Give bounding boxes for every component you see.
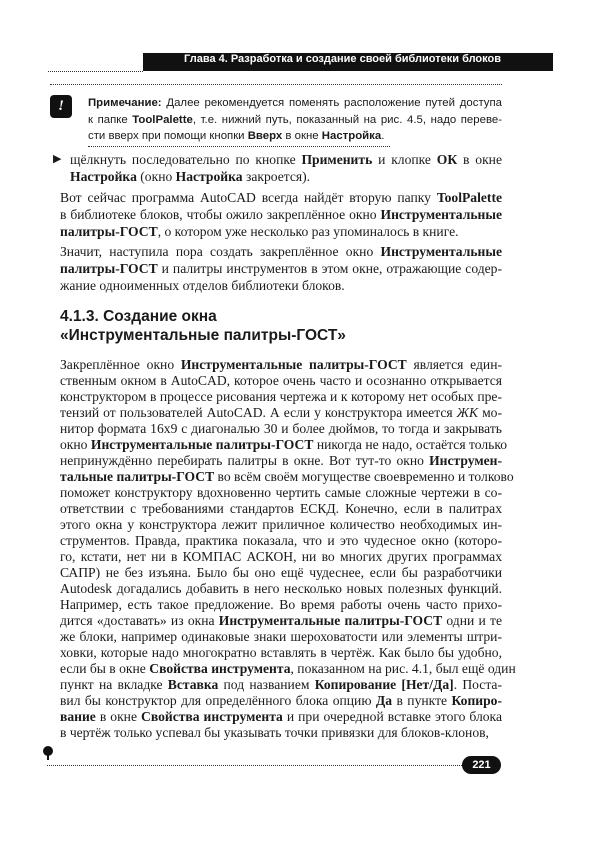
emphasis-run: Инструментальные <box>380 207 502 222</box>
text-line <box>60 677 502 693</box>
text-run: САПР) не без изъяна. Было бы оно ещё чудеснее, если бы разработчики <box>60 565 502 580</box>
emphasis-run: Да <box>375 693 393 708</box>
text-line <box>60 389 502 405</box>
text-line <box>60 453 502 469</box>
emphasis-run: палитры-ГОСТ <box>60 261 158 276</box>
text-run: . Поста- <box>453 677 502 692</box>
text-run: Например, есть такое предложение. Во время работы очень часто прихо- <box>60 597 502 612</box>
text-run: Вот сейчас программа AutoCAD всегда найдёт вторую папку <box>60 190 437 205</box>
text-run: Далее рекомендуется поменять расположение путей доступа <box>161 97 502 109</box>
text-run: в библиотеке блоков, чтобы ожило закреплённое окно <box>60 207 381 222</box>
emphasis-run: Инструментальные <box>380 244 502 259</box>
section-heading-line: «Инструментальные палитры-ГОСТ» <box>60 327 346 344</box>
text-run: , т.е. нижний путь, показанный на рис. 4.5, надо переве- <box>192 113 502 126</box>
note-top-divider <box>50 84 502 85</box>
text-line <box>60 260 502 277</box>
text-line <box>60 549 502 565</box>
text-run: струментов. Правда, практика показала, что и это чудесное окно (которо- <box>60 533 502 548</box>
text-run: пункт на вкладке <box>60 677 168 692</box>
text-line <box>60 661 516 677</box>
bullet-triangle-icon: ▶ <box>53 153 62 165</box>
text-run: же блоки, например одинаковые знаки шероховатости или элементы штри- <box>60 629 502 644</box>
emphasis-run: Инструментальные палитры-ГОСТ <box>218 613 443 628</box>
text-run: сти вверх при помощи кнопки <box>88 130 248 142</box>
paragraph <box>60 189 502 240</box>
text-run: дится «доставать» из окна <box>60 613 219 628</box>
note-bottom-divider <box>88 146 390 147</box>
paragraph <box>60 243 502 294</box>
text-run: в пункте <box>392 693 452 708</box>
footer-divider <box>47 765 462 766</box>
text-run: нитор формата 16x9 с диагональю 30 и более дюймов, то тогда и закрывать <box>60 421 502 436</box>
text-line <box>60 565 502 581</box>
text-line <box>60 645 502 661</box>
section-heading-line: 4.1.3. Создание окна <box>60 308 217 325</box>
text-run: тензий от пользователей AutoCAD. А если у конструктора имеется <box>60 405 457 420</box>
emphasis-run: Настройка <box>321 130 382 142</box>
text-line <box>88 95 502 112</box>
text-line <box>60 223 502 240</box>
text-line <box>60 469 514 485</box>
chapter-header-bar <box>143 53 553 71</box>
emphasis-run: ToolPalette <box>132 113 193 126</box>
text-line <box>60 437 508 453</box>
text-line <box>60 501 502 517</box>
text-line <box>60 533 502 549</box>
emphasis-run: Вверх <box>247 130 283 142</box>
text-run: в чертёж только успевал бы указывать точки привязки для блоков-клонов, <box>60 725 489 740</box>
emphasis-run: Вставка <box>167 677 219 692</box>
chapter-title: Глава 4. Разработка и создание своей библиотеки блоков <box>184 53 501 65</box>
text-line <box>60 725 502 741</box>
text-line <box>60 405 502 421</box>
text-run: вил бы конструктор для определённого блока опцию <box>60 693 376 708</box>
text-run: во всём своём могуществе своевременно и толково <box>214 469 514 484</box>
text-line <box>60 206 502 223</box>
text-line <box>88 128 502 145</box>
text-line <box>60 613 502 629</box>
emphasis-run: Инструментальные палитры-ГОСТ <box>180 357 407 372</box>
header-divider <box>48 71 143 72</box>
emphasis-run: Применить <box>301 152 373 167</box>
text-run: . <box>381 130 385 142</box>
text-line <box>70 151 502 168</box>
emphasis-run: Инструментальные палитры-ГОСТ <box>90 437 314 452</box>
emphasis-run: ToolPalette <box>436 190 502 205</box>
text-line <box>60 485 502 501</box>
text-line <box>60 357 502 373</box>
text-run: в окне <box>95 709 141 724</box>
text-run: окно <box>60 437 91 452</box>
text-run: и при очередной вставке этого блока <box>282 709 502 724</box>
text-run: мо- <box>478 405 502 420</box>
text-run: этого окна у конструктора лежит приличное количество необходимых ин- <box>60 517 502 532</box>
text-run: и клопке <box>372 152 437 167</box>
text-run: Значит, наступила пора создать закреплённое окно <box>60 244 381 259</box>
emphasis-run: тальные палитры-ГОСТ <box>60 469 215 484</box>
text-run: ховки, которые надо многократно вставлять в чертёж. Как было бы удобно, <box>60 645 502 660</box>
emphasis-run: палитры-ГОСТ <box>60 224 158 239</box>
text-line <box>60 373 502 389</box>
text-run: (окно <box>136 169 176 184</box>
text-line <box>60 709 502 725</box>
text-run: ственным окном в AutoCAD, которое очень часто и осознанно открывается <box>60 373 502 388</box>
emphasis-run: Настройка <box>70 169 137 184</box>
note-block <box>88 95 502 145</box>
footer-marker-tail <box>47 754 49 760</box>
text-line <box>60 629 502 645</box>
emphasis-run: ОК <box>436 152 458 167</box>
emphasis-run: Инструмен- <box>429 453 502 468</box>
text-run: непринуждённо перебирать палитры в окне. Вот тут-то окно <box>60 453 430 468</box>
text-run: закроется). <box>242 169 311 184</box>
text-run: Autodesk догадались добавить в него несколько новых полезных функций. <box>60 581 502 596</box>
text-run: ответствии с требованиями стандартов ЕСКД. Конечно, если в палитрах <box>60 501 502 516</box>
emphasis-run: вание <box>60 709 96 724</box>
text-line <box>70 168 502 185</box>
text-run: жание одноименных отделов библиотеки блоков. <box>60 278 345 293</box>
emphasis-run: Свойства инструмента <box>141 709 283 724</box>
text-run: к папке <box>88 113 133 126</box>
text-line <box>60 277 502 294</box>
text-run: является един- <box>406 357 503 372</box>
text-line <box>60 597 502 613</box>
page-number: 221 <box>462 756 501 774</box>
text-run: поможет конструктору вдохновенно чертить самые сложные чертежи в со- <box>60 485 502 500</box>
section-heading <box>60 307 346 345</box>
text-run: Закреплённое окно <box>60 357 181 372</box>
emphasis-run: Копиро- <box>451 693 502 708</box>
text-run: и палитры инструментов в этом окне, отражающие содер- <box>157 261 502 276</box>
text-run: щёлкнуть последовательно по кнопке <box>70 152 302 167</box>
emphasis-run: ЖК <box>456 405 479 420</box>
text-run: одни и те <box>442 613 502 628</box>
text-run: , показанном на рис. 4.1, был ещё один <box>290 661 516 676</box>
text-run: в окне <box>282 130 322 142</box>
emphasis-run: Настройка <box>175 169 243 184</box>
text-run: в окне <box>457 152 502 167</box>
exclamation-note-icon: ! <box>50 95 72 118</box>
text-run: никогда не надо, остаётся только <box>313 437 508 452</box>
text-run: конструктором в процессе рисования чертежа и к которому нет особых пре- <box>60 389 502 404</box>
bullet-item <box>70 151 502 185</box>
emphasis-run: Примечание: <box>88 97 162 109</box>
emphasis-run: Свойства инструмента <box>149 661 291 676</box>
text-line <box>60 421 502 437</box>
text-line <box>60 243 502 260</box>
paragraph <box>60 357 516 741</box>
text-line <box>60 693 502 709</box>
text-run: если бы в окне <box>60 661 150 676</box>
text-line <box>88 112 502 129</box>
text-run: , о котором уже несколько раз упоминалось в книге. <box>157 224 459 239</box>
text-line <box>60 189 502 206</box>
text-run: го, кстати, нет ни в КОМПАС АСКОН, ни во многих других программах <box>60 549 502 564</box>
text-run: под названием <box>218 677 315 692</box>
text-line <box>60 517 502 533</box>
emphasis-run: Копирование [Нет/Да] <box>314 677 454 692</box>
text-line <box>60 581 502 597</box>
